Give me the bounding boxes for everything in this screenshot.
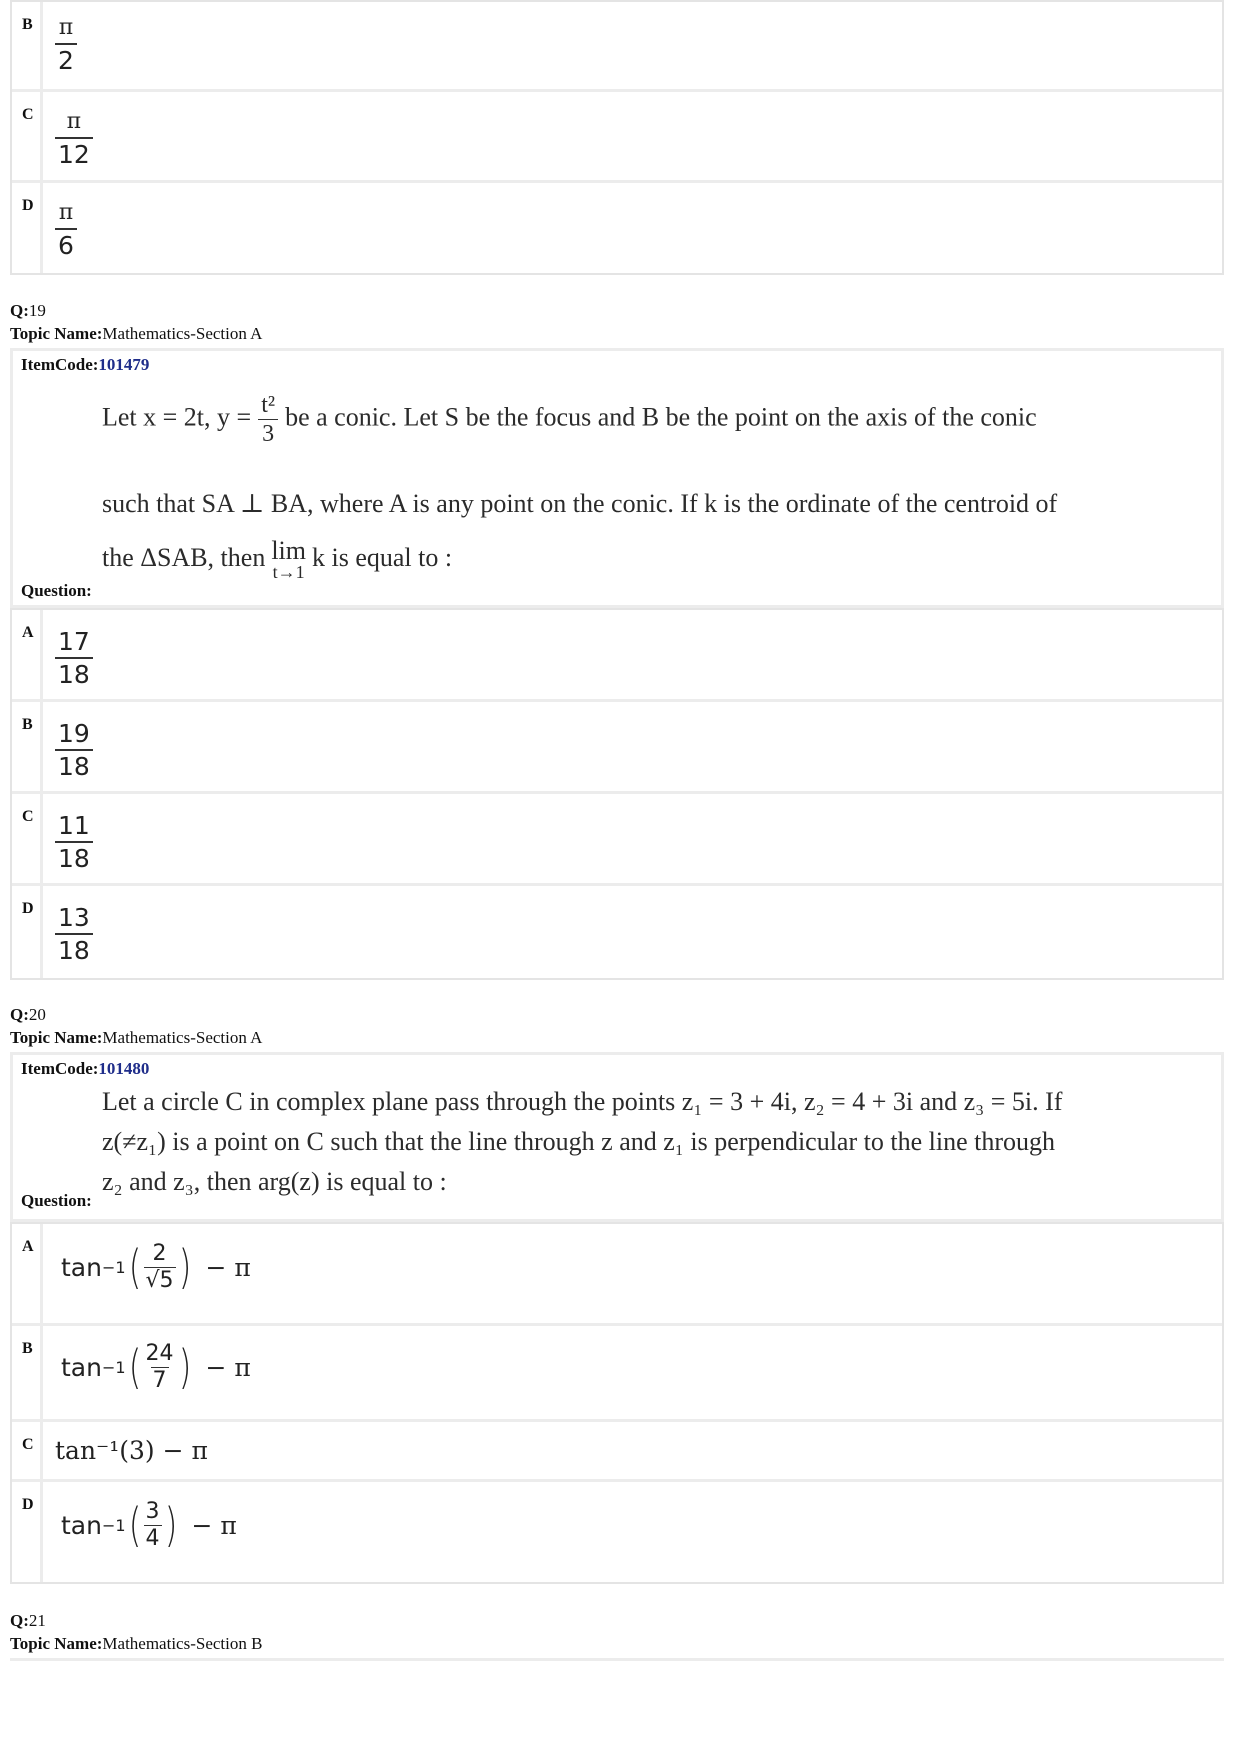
option-label: B <box>12 2 43 89</box>
option-label: C <box>12 794 43 883</box>
option-value: $\frac{11}{18}$ <box>55 810 93 874</box>
option-row-d[interactable] <box>12 886 1222 978</box>
option-label: C <box>12 92 43 180</box>
option-row-c[interactable] <box>12 92 1222 183</box>
option-row-b[interactable] <box>12 702 1222 794</box>
option-label: B <box>12 702 43 791</box>
option-value: $\frac{\pi}{12}$ <box>55 106 93 170</box>
option-value: $\frac{13}{18}$ <box>55 902 93 966</box>
option-value: $\frac{\pi}{6}$ <box>55 197 77 261</box>
q19-options-table <box>10 608 1224 980</box>
option-value: tan −1 ( 2 √5 ) − π <box>61 1240 251 1294</box>
option-value: $\frac{\pi}{2}$ <box>55 12 77 76</box>
option-label: B <box>12 1326 43 1419</box>
option-row-c[interactable] <box>12 794 1222 886</box>
option-value: tan⁻¹(3) − π <box>55 1436 208 1465</box>
option-row-b[interactable] <box>12 2 1222 92</box>
topic-name: Topic Name:Mathematics-Section B <box>10 1634 263 1653</box>
option-label: D <box>12 1482 43 1582</box>
option-row-d[interactable] <box>12 183 1222 273</box>
item-code: ItemCode:101479 <box>21 355 150 374</box>
item-code: ItemCode:101480 <box>21 1059 150 1078</box>
question-number: Q:19 <box>10 301 46 320</box>
option-label: A <box>12 1224 43 1323</box>
option-value: tan −1 ( 24 7 ) − π <box>61 1340 251 1394</box>
question-number: Q:20 <box>10 1005 46 1024</box>
option-row-a[interactable] <box>12 610 1222 702</box>
question-text-line-2: such that SA ⊥ BA, where A is any point on the conic. If k is the ordinate of the centroid of <box>102 489 1058 518</box>
q18-options-table <box>10 0 1224 275</box>
option-row-d[interactable] <box>12 1482 1222 1582</box>
q20-options-table <box>10 1222 1224 1584</box>
option-label: C <box>12 1422 43 1479</box>
option-value: tan −1 ( 3 4 ) − π <box>61 1498 237 1552</box>
option-row-b[interactable] <box>12 1326 1222 1422</box>
option-label: D <box>12 183 43 273</box>
divider <box>10 1658 1224 1661</box>
option-row-c[interactable] <box>12 1422 1222 1482</box>
question-text-line-1: Let a circle C in complex plane pass through the points z₁ = 3 + 4i, z₂ = 4 + 3i and z₃ = 5i. If <box>102 1087 1063 1116</box>
option-label: D <box>12 886 43 978</box>
topic-name: Topic Name:Mathematics-Section A <box>10 324 263 343</box>
option-value: $\frac{19}{18}$ <box>55 718 93 782</box>
option-label: A <box>12 610 43 699</box>
topic-name: Topic Name:Mathematics-Section A <box>10 1028 263 1047</box>
q20-question-box <box>10 1052 1224 1222</box>
option-row-a[interactable] <box>12 1224 1222 1326</box>
question-text-line-1: Let x = 2t, y = $\frac{\text{t²}}{3}$ be a conic. Let S be the focus and B be the point on the axis of the conic <box>102 392 1037 447</box>
option-value: $\frac{17}{18}$ <box>55 626 93 690</box>
question-text-line-3: the ΔSAB, then lim t→1 k is equal to : <box>102 536 453 582</box>
question-text-line-3: z₂ and z₃, then arg(z) is equal to : <box>102 1167 447 1196</box>
q19-question-box <box>10 348 1224 608</box>
question-number: Q:21 <box>10 1611 46 1630</box>
question-label: Question: <box>21 581 92 600</box>
question-label: Question: <box>21 1191 92 1210</box>
question-text-line-2: z(≠z₁) is a point on C such that the line through z and z₁ is perpendicular to the line through <box>102 1127 1055 1156</box>
